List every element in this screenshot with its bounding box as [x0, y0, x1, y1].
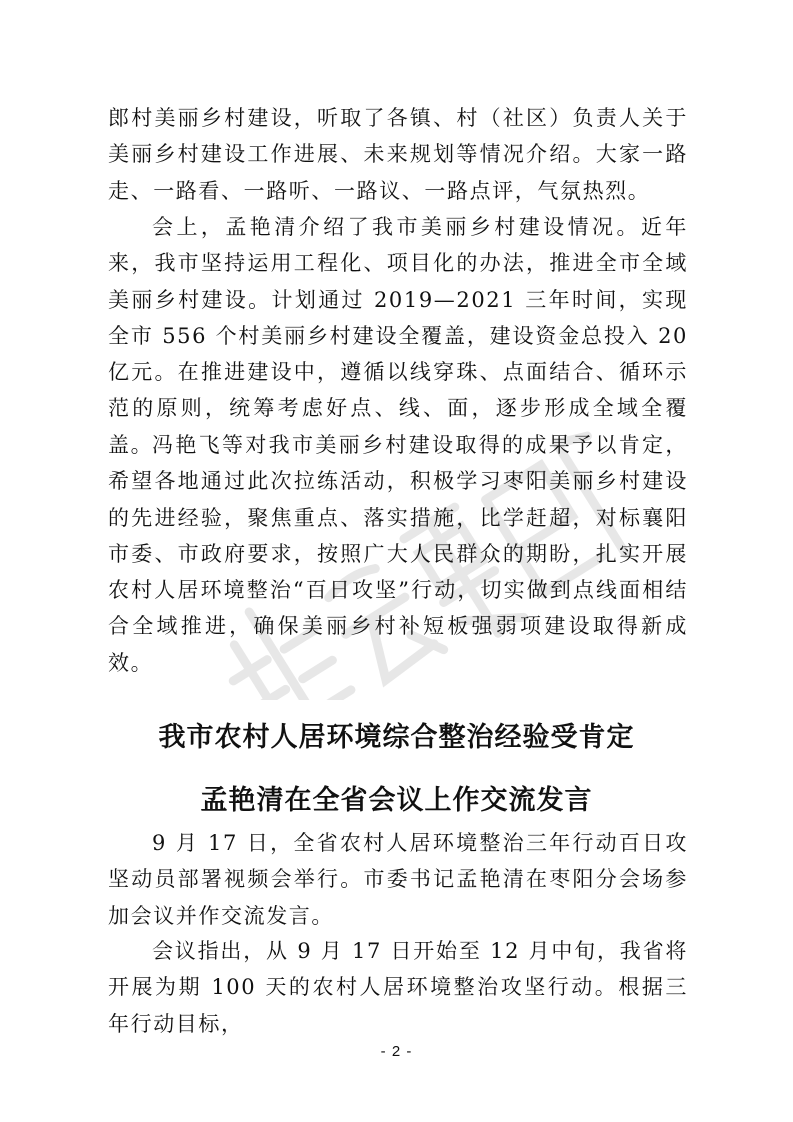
article-subtitle: 孟艳清在全省会议上作交流发言 — [200, 785, 593, 816]
page-number: - 2 - — [380, 1043, 413, 1060]
body-paragraph: 冯艳飞等对我市美丽乡村建设取得的成果予以肯定，希望各地通过此次拉练活动，积极学习枣阳美丽乡村建设的先进经验，聚焦重点、落实措施，比学赶超，对标襄阳市委、市政府要求，按照广大人民群众的期盼，扎实开展农村人居环境整治“百日攻坚”行动，切实做到点线面相结合全域推进，确保美丽乡村补短板强弱项建设取得新成效。 — [108, 433, 688, 675]
article-title: 我市农村人居环境综合整治经验受肯定 — [158, 722, 635, 753]
body-paragraph: 9 月 17 日，全省农村人居环境整治三年行动百日攻坚动员部署视频会举行。市委书记孟艳清在枣阳分会场参加会议并作交流发言。 — [108, 831, 688, 928]
body-paragraph: 会议指出，从 9 月 17 日开始至 12 月中旬，我省将开展为期 100 天的农村人居环境整治攻坚行动。根据三年行动目标， — [108, 939, 688, 1036]
body-paragraph: 会上，孟艳清介绍了我市美丽乡村建设情况。近年来，我市坚持运用工程化、项目化的办法，推进全市全域美丽乡村建设。计划通过 2019—2021 三年时间，实现全市 556 个村美丽乡村建设全覆盖，建设资金总投入 20 亿元。在推进建设中，遵循以线穿珠、点面结合、循环示范的原则，统筹考虑好点、线、面，逐步形成全域全覆盖。 — [108, 215, 688, 457]
body-paragraph: 郎村美丽乡村建设，听取了各镇、村（社区）负责人关于美丽乡村建设工作进展、未来规划等情况介绍。大家一路走、一路看、一路听、一路议、一路点评，气氛热烈。 — [108, 106, 688, 203]
